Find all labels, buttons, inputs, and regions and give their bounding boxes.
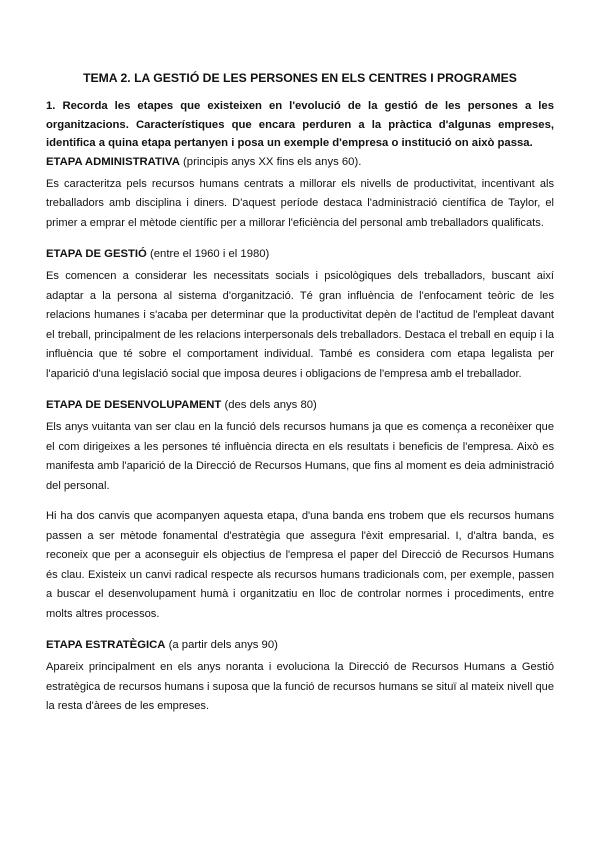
- stage-section: [46, 153, 554, 234]
- stage-heading: [46, 153, 554, 172]
- stage-name: ETAPA ESTRATÈGICA: [46, 639, 166, 651]
- title-text: LA GESTIÓ DE LES PERSONES EN ELS CENTRES I PROGRAMES: [130, 71, 517, 85]
- stage-name: ETAPA DE DESENVOLUPAMENT: [46, 399, 222, 411]
- page-title: [46, 70, 554, 86]
- stage-period: (a partir dels anys 90): [165, 639, 278, 651]
- stage-heading: [46, 245, 554, 264]
- stage-name: ETAPA DE GESTIÓ: [46, 248, 147, 260]
- paragraph: Hi ha dos canvis que acompanyen aquesta etapa, d'una banda ens trobem que els recursos humans passen a ser mètode fonamental d'estratègia que assegura l'èxit empresarial. I, d'altra banda, es reconeix que per a aconseguir els objectius de l'empresa el paper del Direcció de Recursos Humans és clau. Existeix un canvi radical respecte als recursos humans tradicionals com, per exemple, passen a buscar el desenvolupament humà i organitzatiu en lloc de controlar normes i procediments, entre molts altres processos.: [46, 510, 554, 620]
- stage-section: [46, 396, 554, 624]
- title-prefix: TEMA 2.: [83, 71, 131, 85]
- stage-heading: [46, 636, 554, 655]
- question-text: 1. Recorda les etapes que existeixen en l'evolució de la gestió de les persones a les organitzacions. Característiques que encara perduren a la pràctica d'algunas empreses, identifica a quina etapa pertanyen i posa un exemple d'empresa o institució on això passa.: [46, 100, 554, 149]
- paragraph: Es comencen a considerar les necessitats socials i psicològiques dels treballadors, buscant així adaptar a la persona al sistema d'organització. Té gran influència de l'enfocament teòric de les relacions humanes i s'acaba per determinar que la productivitat depèn de l'actitud de l'empleat davant el treball, principalment de les relacions interpersonals dels treballadors. Destaca el treball en equip i la influència que té sobre el comportament individual. També es considera com etapa legalista per l'aparició d'una legislació social que imposa deures i obligacions de l'empresa amb el treballador.: [46, 270, 554, 380]
- stage-period: (des dels anys 80): [221, 399, 317, 411]
- stage-section: [46, 245, 554, 384]
- paragraph: Es caracteritza pels recursos humans centrats a millorar els nivells de productivitat, incentivant als treballadors amb disciplina i diners. D'aquest període destaca l'administració científica de Taylor, el primer a emprar el mètode científic per a millorar l'eficiència del personal amb treballadors qualificats.: [46, 177, 554, 229]
- paragraph: Apareix principalment en els anys noranta i evoluciona la Direcció de Recursos Humans a Gestió estratègica de recursos humans i suposa que la funció de recursos humans se situï al mateix nivell que la resta d'àrees de les empreses.: [46, 661, 554, 712]
- stage-section: [46, 636, 554, 717]
- paragraph: Els anys vuitanta van ser clau en la funció dels recursos humans ja que es comença a reconèixer que el com dirigeixes a les persones té influència directa en els resultats i beneficis de l'empresa. Això es manifesta amb l'aparició de la Direcció de Recursos Humans, que fins al moment es deia administració del personal.: [46, 421, 554, 492]
- stage-period: (principis anys XX fins els anys 60).: [179, 155, 362, 168]
- stage-name: ETAPA ADMINISTRATIVA: [46, 155, 180, 168]
- stage-heading: [46, 396, 554, 415]
- stage-period: (entre el 1960 i el 1980): [146, 248, 270, 260]
